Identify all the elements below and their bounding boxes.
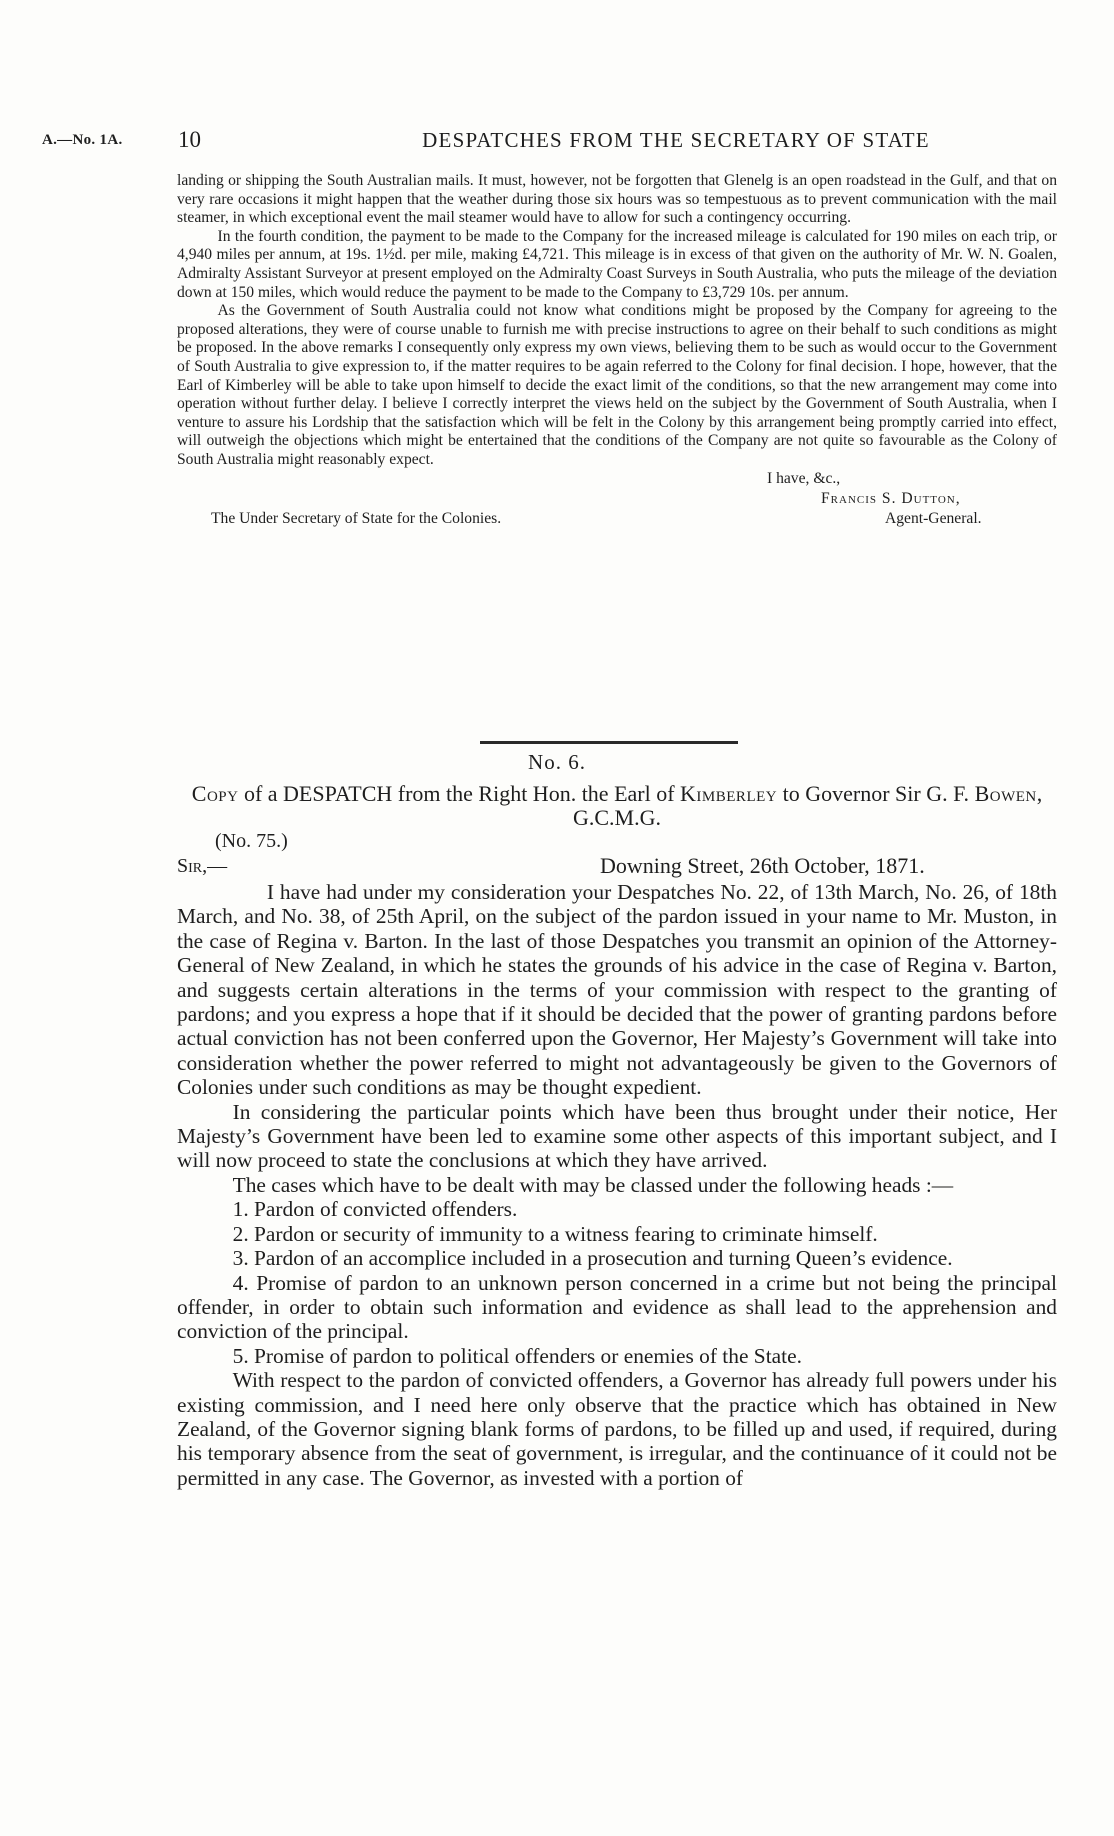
paragraph: With respect to the pardon of convicted offenders, a Governor has already full powers under his existing commission, and I need here only observe that the practice which has obtained in New Zealand, of the Governor signing blank forms of pardons, to be filled up and used, if required, during his temporary absence from the seat of government, is irregular, and the continuance of it could not be permitted in any case. The Governor, as invested with a portion of bbox=[177, 1368, 1057, 1490]
addressee: The Under Secretary of State for the Colonies. bbox=[211, 509, 502, 527]
signatory-title: Agent-General. bbox=[885, 509, 982, 527]
despatch-heading bbox=[177, 782, 1057, 830]
salutation: Sir,— bbox=[177, 855, 228, 877]
running-title: DESPATCHES FROM THE SECRETARY OF STATE bbox=[422, 128, 930, 152]
paragraph: As the Government of South Australia could not know what conditions might be proposed by the Company for agreeing to the proposed alterations, they were of course unable to furnish me with precise instructions to agree on their behalf to such conditions as might be proposed. In the above remarks I consequently only express my own views, believing them to be such as would occur to the Government of South Australia to give expression to, if the matter requires to be again referred to the Colony for final decision. I hope, however, that the Earl of Kimberley will be able to take upon himself to decide the exact limit of the conditions, so that the new arrangement may come into operation without further delay. I believe I correctly interpret the views held on the subject by the Government of South Australia, when I venture to assure his Lordship that the satisfaction which will be felt in the Colony by this arrangement being promptly carried into effect, will outweigh the objections which might be entertained that the conditions of the Company are not quite so favourable as the Colony of South Australia might reasonably expect. bbox=[177, 302, 1057, 468]
heading-kimberley: Kimberley bbox=[680, 781, 778, 806]
section-divider bbox=[480, 741, 738, 744]
page-number: 10 bbox=[178, 127, 201, 152]
previous-despatch-text bbox=[177, 172, 1057, 534]
signatory-name: Francis S. Dutton, bbox=[821, 489, 961, 507]
heading-text: to Governor Sir G. F. bbox=[782, 781, 970, 806]
page-header bbox=[42, 128, 1052, 156]
paper-reference: A.—No. 1A. bbox=[42, 132, 123, 148]
list-item: 3. Pardon of an accomplice included in a prosecution and turning Queen’s evidence. bbox=[232, 1246, 953, 1271]
list-item: 5. Promise of pardon to political offenders or enemies of the State. bbox=[232, 1343, 802, 1368]
paragraph: landing or shipping the South Australian mails. It must, however, not be forgotten that Glenelg is an open roadstead in the Gulf, and that on very rare occasions it might happen that the weather during those six hours was so tempestuous as to prevent communication with the mail steamer, in which exceptional event the mail steamer would have to allow for such a contingency occurring. bbox=[177, 172, 1057, 227]
heading-copy: Copy bbox=[191, 781, 239, 806]
despatch-body bbox=[177, 880, 1057, 1490]
closing: I have, &c., bbox=[767, 469, 841, 487]
place-date: Downing Street, 26th October, 1871. bbox=[600, 853, 925, 878]
heading-text: of a DESPATCH from the Right Hon. the Earl of bbox=[243, 781, 675, 806]
despatch-ref-number: (No. 75.) bbox=[215, 830, 288, 852]
heading-text: , G.C.M.G. bbox=[572, 781, 1043, 830]
paragraph: The cases which have to be dealt with may be classed under the following heads :— bbox=[232, 1172, 954, 1197]
list-item: 4. Promise of pardon to an unknown person concerned in a crime but not being the principal offender, in order to obtain such information and evidence as shall lead to the apprehension and conviction of the principal. bbox=[177, 1270, 1057, 1344]
paragraph: In considering the particular points which have been thus brought under their notice, Her Majesty’s Government have been led to examine some other aspects of this important subject, and I will now proceed to state the conclusions at which they have arrived. bbox=[177, 1099, 1057, 1173]
list-item: 2. Pardon or security of immunity to a witness fearing to criminate himself. bbox=[232, 1221, 878, 1246]
heading-bowen: Bowen bbox=[974, 781, 1037, 806]
list-item: 1. Pardon of convicted offenders. bbox=[232, 1197, 518, 1222]
paragraph: In the fourth condition, the payment to be made to the Company for the increased mileage is calculated for 190 miles on each trip, or 4,940 miles per annum, at 19s. 1½d. per mile, making £4,721. This mileage is in excess of that given on the authority of Mr. W. N. Goalen, Admiralty Assistant Surveyor at present employed on the Admiralty Coast Surveys in South Australia, who puts the mileage of the deviation down at 150 miles, which would reduce the payment to be made to the Company to £3,729 10s. per annum. bbox=[177, 227, 1057, 301]
paragraph: I have had under my consideration your Despatches No. 22, of 13th March, No. 26, of 18th March, and No. 38, of 25th April, on the subject of the pardon issued in your name to Mr. Muston, in the case of Regina v. Barton. In the last of those Despatches you transmit an opinion of the Attorney-General of New Zealand, in which he states the grounds of his advice in the case of Regina v. Barton, and suggests certain alterations in the terms of your commission with respect to the granting of pardons; and you express a hope that if it should be decided that the power of granting pardons before actual conviction has not been conferred upon the Governor, Her Majesty’s Government will take into consideration whether the power referred to might not advantageously be given to the Governors of Colonies under such conditions as may be thought expedient. bbox=[177, 880, 1057, 1100]
despatch-number: No. 6. bbox=[528, 750, 586, 774]
